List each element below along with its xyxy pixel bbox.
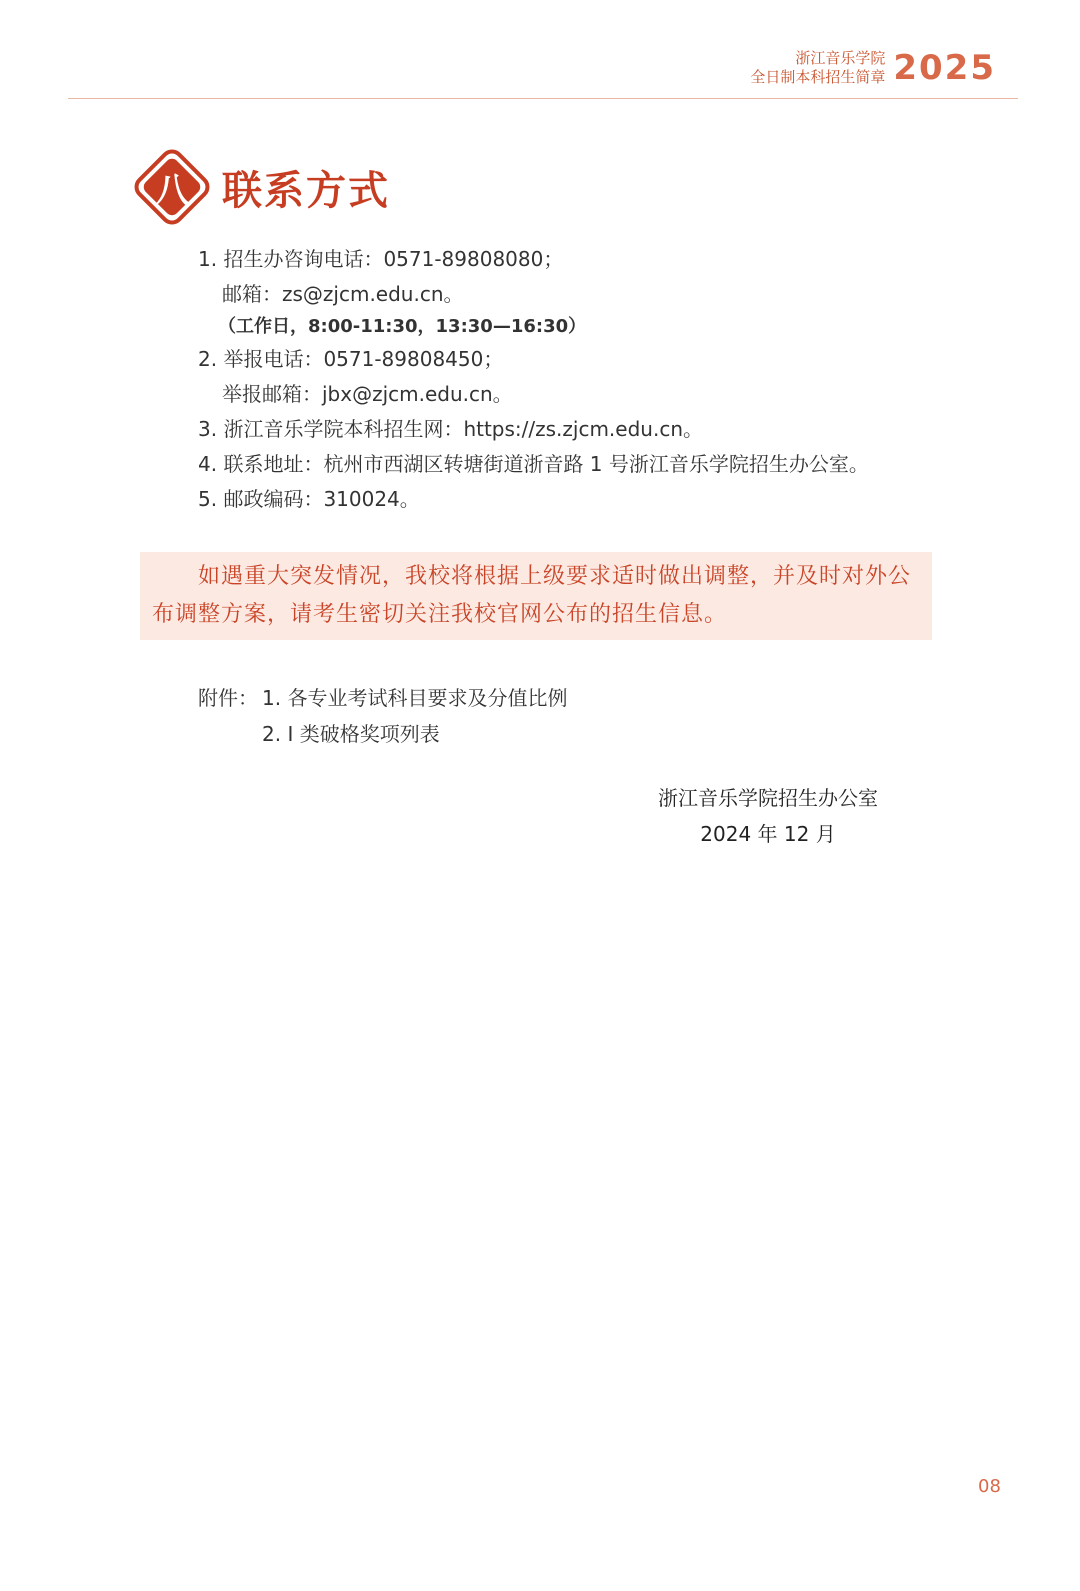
postal-code: 5. 邮政编码：310024。 bbox=[198, 487, 420, 511]
header-school: 浙江音乐学院 bbox=[795, 49, 886, 67]
attachment-row-1 bbox=[198, 680, 567, 716]
header-doc-name: 全日制本科招生简章 bbox=[750, 68, 886, 86]
page-header bbox=[750, 44, 996, 92]
attachments bbox=[198, 680, 567, 752]
contact-list bbox=[198, 242, 869, 517]
admissions-website: 3. 浙江音乐学院本科招生网：https://zs.zjcm.edu.cn。 bbox=[198, 417, 703, 441]
notice-box bbox=[140, 552, 932, 640]
attachment-item-1: 1. 各专业考试科目要求及分值比例 bbox=[262, 686, 568, 710]
header-text bbox=[750, 49, 885, 87]
section-heading bbox=[130, 145, 390, 229]
report-email: 举报邮箱：jbx@zjcm.edu.cn。 bbox=[222, 382, 513, 406]
header-divider bbox=[68, 98, 1018, 99]
contact-hours: （工作日，8:00-11:30，13:30—16:30） bbox=[218, 316, 587, 337]
contact-phone: 1. 招生办咨询电话：0571-89808080； bbox=[198, 247, 564, 271]
signature-date: 2024 年 12 月 bbox=[700, 822, 836, 846]
attachments-label: 附件： bbox=[198, 686, 258, 710]
header-year: 2025 bbox=[893, 48, 996, 88]
report-phone: 2. 举报电话：0571-89808450； bbox=[198, 347, 504, 371]
section-title: 联系方式 bbox=[222, 167, 390, 214]
section-badge bbox=[130, 145, 214, 229]
contact-address: 4. 联系地址：杭州市西湖区转塘街道浙音路 1 号浙江音乐学院招生办公室。 bbox=[198, 452, 869, 476]
signature-org: 浙江音乐学院招生办公室 bbox=[658, 786, 878, 810]
signature-block bbox=[648, 780, 888, 852]
page-number: 08 bbox=[978, 1476, 1001, 1497]
section-number: 八 bbox=[155, 170, 189, 211]
contact-email: 邮箱：zs@zjcm.edu.cn。 bbox=[222, 282, 464, 306]
attachment-item-2: 2. I 类破格奖项列表 bbox=[262, 722, 440, 746]
notice-text: 如遇重大突发情况，我校将根据上级要求适时做出调整，并及时对外公布调整方案，请考生密切关注我校官网公布的招生信息。 bbox=[152, 564, 912, 627]
